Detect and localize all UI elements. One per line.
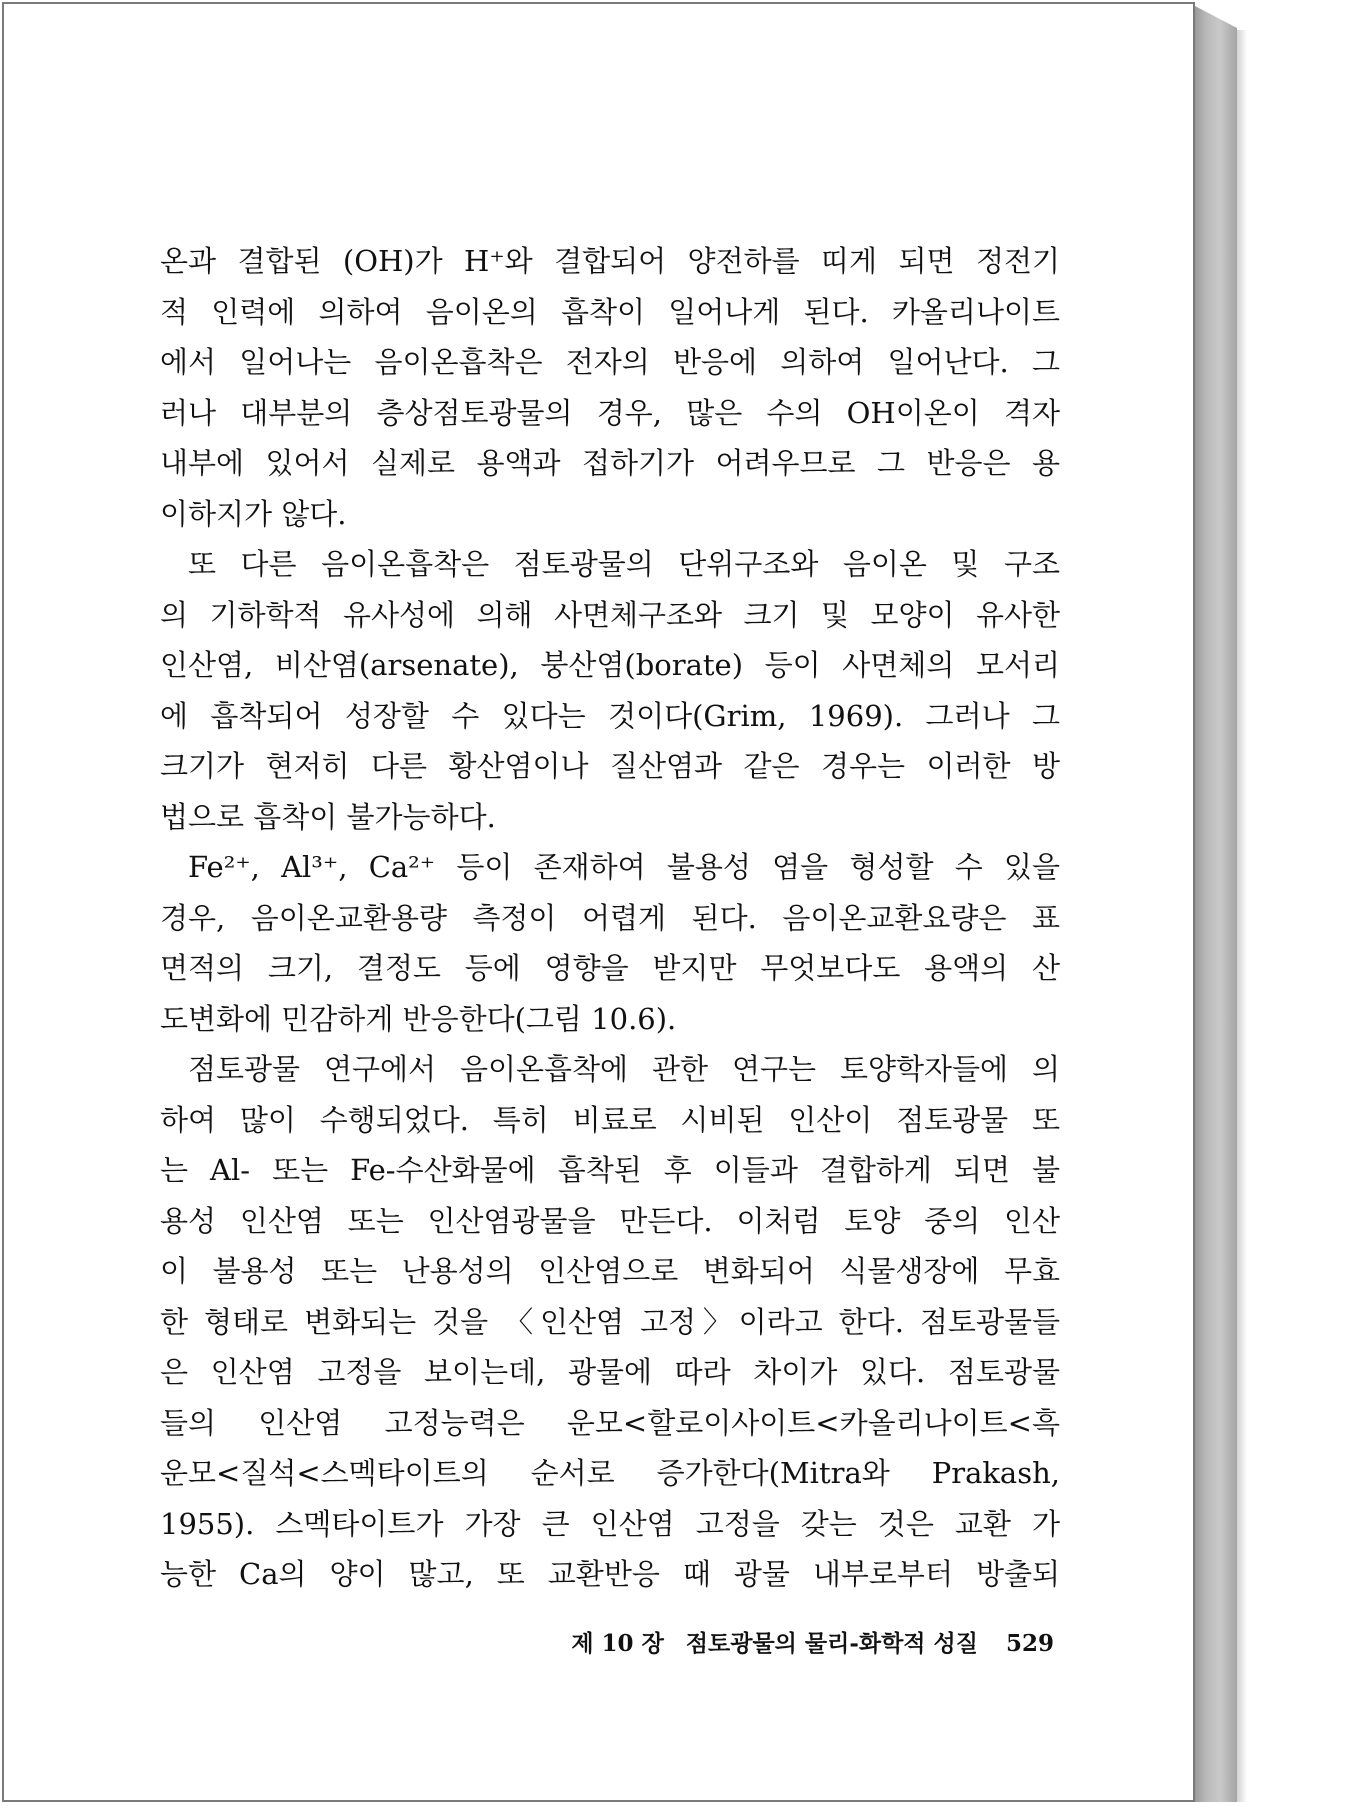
text-line: 은 인산염 고정을 보이는데, 광물에 따라 차이가 있다. 점토광물 — [160, 1355, 1060, 1389]
text-line: 용성 인산염 또는 인산염광물을 만든다. 이처럼 토양 중의 인산 — [160, 1203, 1060, 1238]
text-line: 내부에 있어서 실제로 용액과 접하기가 어려우므로 그 반응은 용 — [160, 446, 1060, 480]
text-line: 한 형태로 변화되는 것을 〈인산염 고정〉이라고 한다. 점토광물들 — [160, 1304, 1060, 1339]
footer-title: 점토광물의 물리-화학적 성질 — [685, 1630, 978, 1657]
text-line: 경우, 음이온교환용량 측정이 어렵게 된다. 음이온교환요량은 표 — [160, 900, 1060, 935]
page-number: 529 — [1005, 1630, 1054, 1657]
text-line: 온과 결합된 (OH)가 H⁺와 결합되어 양전하를 띠게 되면 정전기 — [160, 244, 1060, 278]
running-footer — [524, 1624, 1054, 1664]
text-line: 도변화에 민감하게 반응한다(그림 10.6). — [160, 1001, 677, 1036]
text-line: 적 인력에 의하여 음이온의 흡착이 일어나게 된다. 카올리나이트 — [160, 294, 1060, 329]
text-line: Fe²⁺, Al³⁺, Ca²⁺ 등이 존재하여 불용성 염을 형성할 수 있을 — [188, 850, 1060, 884]
text-line: 운모<질석<스멕타이트의 순서로 증가한다(Mitra와 Prakash, — [160, 1456, 1060, 1490]
text-line: 이하지가 않다. — [160, 496, 347, 531]
text-line: 점토광물 연구에서 음이온흡착에 관한 연구는 토양학자들에 의 — [188, 1052, 1060, 1086]
text-line: 크기가 현저히 다른 황산염이나 질산염과 같은 경우는 이러한 방 — [160, 749, 1060, 783]
text-line: 하여 많이 수행되었다. 특히 비료로 시비된 인산이 점토광물 또 — [160, 1102, 1060, 1137]
text-line: 법으로 흡착이 불가능하다. — [160, 799, 496, 834]
book-page — [2, 2, 1195, 1802]
text-line: 러나 대부분의 층상점토광물의 경우, 많은 수의 OH이온이 격자 — [160, 395, 1060, 430]
text-line: 또 다른 음이온흡착은 점토광물의 단위구조와 음이온 및 구조 — [188, 547, 1060, 581]
text-line: 에 흡착되어 성장할 수 있다는 것이다(Grim, 1969). 그러나 그 — [160, 698, 1060, 733]
text-line: 들의 인산염 고정능력은 운모<할로이사이트<카올리나이트<흑 — [160, 1405, 1060, 1440]
page-stack-edge — [1195, 6, 1237, 1802]
text-line: 는 Al- 또는 Fe-수산화물에 흡착된 후 이들과 결합하게 되면 불 — [160, 1153, 1060, 1187]
text-line: 인산염, 비산염(arsenate), 붕산염(borate) 등이 사면체의 모서리 — [160, 648, 1060, 682]
text-line: 면적의 크기, 결정도 등에 영향을 받지만 무엇보다도 용액의 산 — [160, 951, 1060, 985]
text-line: 능한 Ca의 양이 많고, 또 교환반응 때 광물 내부로부터 방출되 — [160, 1557, 1060, 1591]
body-text — [160, 236, 1060, 1600]
text-line: 이 불용성 또는 난용성의 인산염으로 변화되어 식물생장에 무효 — [160, 1254, 1060, 1288]
text-line: 에서 일어나는 음이온흡착은 전자의 반응에 의하여 일어난다. 그 — [160, 345, 1060, 379]
page-stack-shadow — [1237, 30, 1247, 1802]
text-line: 의 기하학적 유사성에 의해 사면체구조와 크기 및 모양이 유사한 — [160, 597, 1060, 632]
text-line: 1955). 스멕타이트가 가장 큰 인산염 고정을 갖는 것은 교환 가 — [160, 1506, 1060, 1541]
footer-chapter: 제 10 장 — [571, 1630, 664, 1657]
